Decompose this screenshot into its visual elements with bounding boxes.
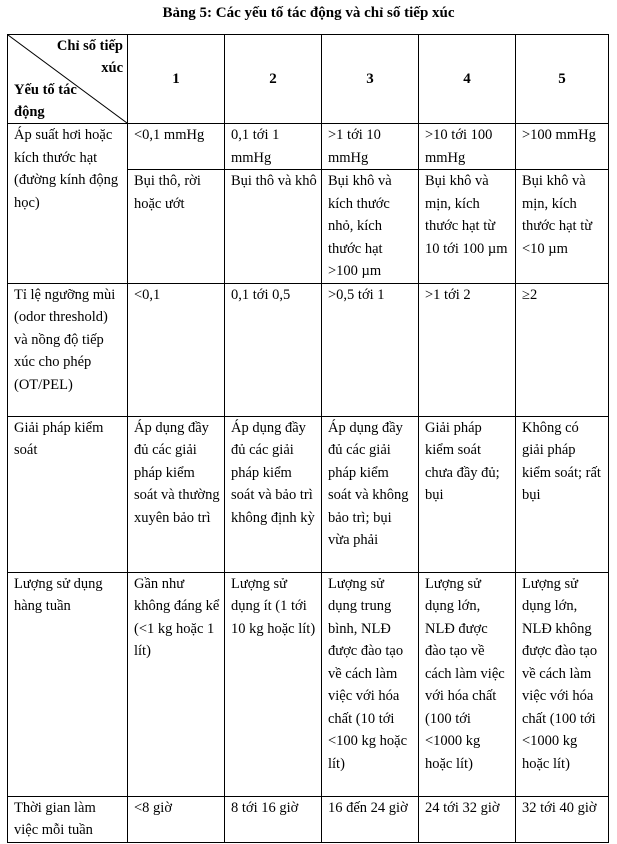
corner-label-factor: Yếu tố tác động [14, 82, 77, 120]
exposure-table [7, 34, 609, 843]
column-header: 5 [516, 35, 609, 124]
table-row [8, 416, 609, 572]
table-cell: >10 tới 100 mmHg [419, 124, 516, 170]
table-row [8, 796, 609, 842]
table-cell: Áp dụng đầy đủ các giải pháp kiểm soát và bảo trì không định kỳ [225, 416, 322, 572]
table-cell: <0,1 [128, 283, 225, 416]
corner-header-cell [8, 35, 128, 124]
table-row [8, 124, 609, 170]
table-cell: 8 tới 16 giờ [225, 796, 322, 842]
factor-cell-control-measures: Giải pháp kiểm soát [8, 416, 128, 572]
table-cell: 16 đến 24 giờ [322, 796, 419, 842]
table-cell: Lượng sử dụng ít (1 tới 10 kg hoặc lít) [225, 572, 322, 796]
table-cell: Gần như không đáng kể (<1 kg hoặc 1 lít) [128, 572, 225, 796]
table-cell: <0,1 mmHg [128, 124, 225, 170]
column-header: 3 [322, 35, 419, 124]
table-cell: Lượng sử dụng trung bình, NLĐ được đào tạo về cách làm việc với hóa chất (10 tới <100 kg hoặc lít) [322, 572, 419, 796]
factor-cell-working-time: Thời gian làm việc mỗi tuần [8, 796, 128, 842]
table-title: Bảng 5: Các yếu tố tác động và chỉ số tiếp xúc [162, 5, 455, 21]
table-cell: Lượng sử dụng lớn, NLĐ được đào tạo về cách làm việc với hóa chất (100 tới <1000 kg hoặc lít) [419, 572, 516, 796]
table-cell: Giải pháp kiểm soát chưa đầy đủ; bụi [419, 416, 516, 572]
table-header-row [8, 35, 609, 124]
table-cell: 0,1 tới 1 mmHg [225, 124, 322, 170]
factor-cell-weekly-usage: Lượng sử dụng hàng tuần [8, 572, 128, 796]
table-cell: >1 tới 2 [419, 283, 516, 416]
table-cell: >1 tới 10 mmHg [322, 124, 419, 170]
table-cell: ≥2 [516, 283, 609, 416]
table-cell: 24 tới 32 giờ [419, 796, 516, 842]
table-cell: Áp dụng đầy đủ các giải pháp kiểm soát và thường xuyên bảo trì [128, 416, 225, 572]
table-cell: Bụi thô, rời hoặc ướt [128, 170, 225, 284]
table-cell: Bụi khô và kích thước nhỏ, kích thước hạt >100 µm [322, 170, 419, 284]
column-header: 1 [128, 35, 225, 124]
table-cell: >100 mmHg [516, 124, 609, 170]
column-header: 2 [225, 35, 322, 124]
table-cell: Không có giải pháp kiểm soát; rất bụi [516, 416, 609, 572]
table-row [8, 283, 609, 416]
corner-label-exposure-index: Chỉ số tiếp xúc [56, 38, 123, 76]
table-cell: >0,5 tới 1 [322, 283, 419, 416]
table-row [8, 572, 609, 796]
table-cell: Áp dụng đầy đủ các giải pháp kiểm soát và không bảo trì; bụi vừa phải [322, 416, 419, 572]
table-cell: Lượng sử dụng lớn, NLĐ không được đào tạo về cách làm việc với hóa chất (100 tới <1000 kg hoặc lít) [516, 572, 609, 796]
column-header: 4 [419, 35, 516, 124]
factor-cell-odor-threshold: Tỉ lệ ngưỡng mùi (odor threshold) và nồng độ tiếp xúc cho phép (OT/PEL) [8, 283, 128, 416]
table-cell: Bụi khô và mịn, kích thước hạt từ 10 tới 100 µm [419, 170, 516, 284]
table-cell: <8 giờ [128, 796, 225, 842]
table-cell: Bụi thô và khô [225, 170, 322, 284]
table-cell: Bụi khô và mịn, kích thước hạt từ <10 µm [516, 170, 609, 284]
table-cell: 0,1 tới 0,5 [225, 283, 322, 416]
table-cell: 32 tới 40 giờ [516, 796, 609, 842]
factor-cell-vapor-pressure: Áp suất hơi hoặc kích thước hạt (đường kính động học) [8, 124, 128, 284]
